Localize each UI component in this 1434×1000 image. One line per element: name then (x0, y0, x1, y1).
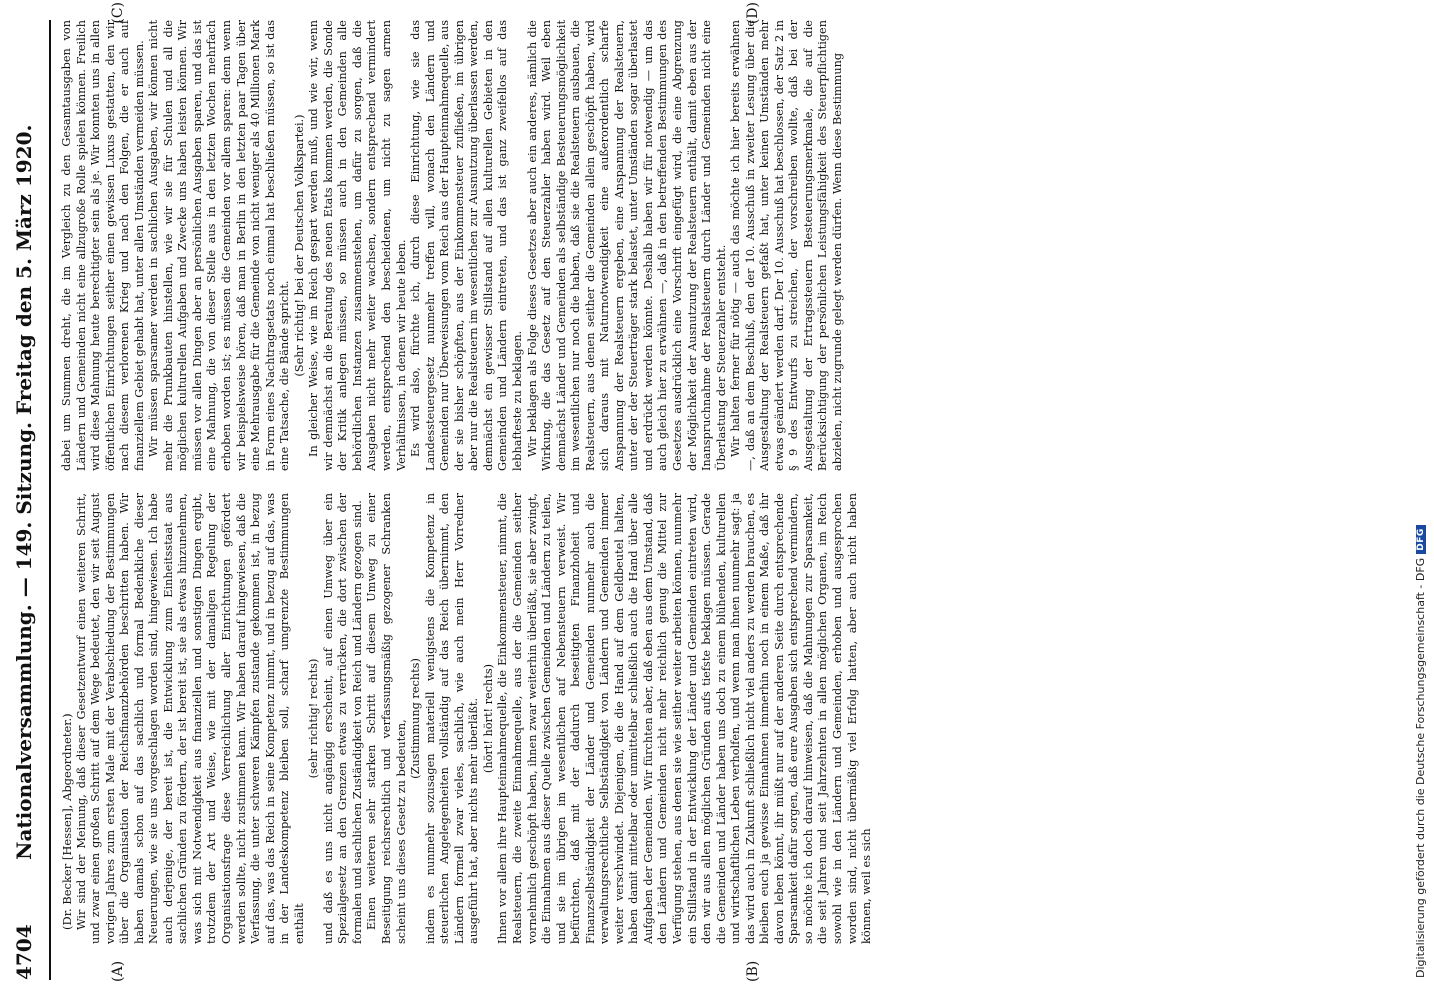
margin-mark-b: (B) (745, 960, 761, 982)
text-columns (60, 20, 1395, 944)
page-title: Nationalversammlung. — 149. Sitzung. Freitag den 5. März 1920. (12, 124, 36, 860)
paragraph: Wir beklagen als Folge dieses Gesetzes aber auch ein anderes, nämlich die Wirkung, die das Gesetz auf den Steuerzahler haben wird. Weil eben demnächst Länder und Gemeinden als selbständige Besteuerungsmöglichkeit im wesentlichen nur noch die haben, daß sie die Realsteuern ausbauen, die Realsteuern, aus denen seither die Gemeinden allein geschöpft haben, wird sich daraus mit Naturnotwendigkeit eine außerordentlich scharfe Anspannung der Realsteuern ergeben, eine Anspannung der Realsteuern, unter der der Steuerträger stark belastet, unter Umständen sogar überlastet und erdrückt werden könnte. Deshalb haben wir für notwendig — um das auch gleich hier zu erwähnen —, daß in den betreffenden Bestimmungen des Gesetzes ausdrücklich eine Vorschrift eingefügt wird, die eine Abgrenzung der Möglichkeit der Ausnutzung der Realsteuern enthält, damit eben aus der Inanspruchnahme der Realsteuern durch Länder und Gemeinden nicht eine Überlastung der Steuerzahler entsteht. (525, 20, 728, 471)
interjection: (sehr richtig! rechts) (307, 658, 321, 779)
paragraph: Wir halten ferner für nötig — auch das möchte ich hier bereits erwähnen —, daß an dem Beschluß, den der 10. Ausschuß in zweiter Lesung über die Ausgestaltung der Realsteuern gefaßt hat, unter keinen Umständen mehr etwas geändert werden darf. Der 10. Ausschuß hat beschlossen, der Satz 2 in § 9 des Entwurfs zu streichen, der vorschreiben wollte, daß bei der Ausgestaltung der Ertragssteuern Besteuerungsmerkmale, die auf die Berücksichtigung der persönlichen Leistungsfähigkeit des Steuerpflichtigen abzielen, nicht zugrunde gelegt werden dürfen. Wenn diese Bestimmung (729, 20, 844, 471)
interjection: (hört! hört! rechts) (481, 663, 495, 774)
margin-mark-a: (A) (110, 960, 126, 982)
credit-text: Digitalisierung gefördert durch die Deutsche Forschungsgemeinschaft - DFG (1414, 557, 1427, 978)
interjection: (Zustimmung rechts) (409, 658, 423, 779)
paragraph: Einen weiteren sehr starken Schritt auf diesem Umweg zu einer Beseitigung reichsrechtlich und verfassungsmäßig gezogener Schranken scheint uns dieses Gesetz zu bedeuten, (365, 493, 408, 944)
margin-mark-c: (C) (110, 2, 126, 24)
margin-mark-d: (D) (745, 2, 761, 25)
paragraph: In gleicher Weise, wie im Reich gespart werden muß, und wie wir, wenn wir demnächst an die Beratung des neuen Etats kommen werden, die Sonde der Kritik anlegen müssen, so müssen auch in den Gemeinden alle behördlichen Instanzen zusammenstehen, um dafür zu sorgen, daß die Ausgaben nicht mehr weiter wachsen, sondern entsprechend vermindert werden, entsprechend den bescheidenen, um nicht zu sagen armen Verhältnissen, in denen wir heute leben. (307, 20, 408, 471)
dfg-logo: DFG (1416, 525, 1426, 554)
paragraph: Ihnen vor allem ihre Haupteinnahmequelle, die Einkommensteuer, nimmt, die Realsteuern, die zweite Einnahmequelle, aus der die Gemeinden seither vornehmlich geschöpft haben, ihnen zwar weiterhin überläßt, sie aber zwingt, die Einnahmen aus dieser Quelle zwischen Gemeinden und Ländern zu teilen, und sie im übrigen im wesentlichen auf Nebensteuern verweist. Wir befürchten, daß mit der dadurch beseitigten Finanzhoheit und Finanzselbständigkeit der Länder und Gemeinden nunmehr auch die verwaltungsrechtliche Selbständigkeit von Ländern und Gemeinden immer weiter verschwindet. Diejenigen, die die Hand auf dem Geldbeutel halten, haben damit mittelbar oder unmittelbar schließlich auch die Hand über alle Aufgaben der Gemeinden. Wir fürchten aber, daß eben aus dem Umstand, daß den Ländern und Gemeinden nicht mehr reichlich genug die Mittel zur Verfügung stehen, aus denen sie wie seither weiter arbeiten können, nunmehr ein Stillstand in der Entwicklung der Länder und Gemeinden eintreten wird, den wir aus allen möglichen Gründen aufs tiefste beklagen müssen. Gerade die Gemeinden und Länder haben uns doch zu einem blühenden, kulturellen und wirtschaftlichen Leben verholfen, und wenn man ihnen nunmehr sagt: ja das wird auch in Zukunft schließlich nicht viel anders zu werden brauchen, es bleiben euch ja gewisse Einnahmen immerhin noch in einem Maße, daß ihr davon leben könnt, ihr müßt nur auf der anderen Seite durch entsprechende Sparsamkeit dafür sorgen, daß eure Ausgaben sich entsprechend vermindern, so möchte ich doch darauf hinweisen, daß die Mahnungen zur Sparsamkeit, die seit Jahren und seit Jahrzehnten in allen möglichen Organen, im Reich sowohl wie in den Ländern und Gemeinden, erhoben und ausgesprochen worden sind, nicht übermäßig viel Erfolg hatten, aber auch nicht haben können, weil es sich (496, 493, 874, 944)
digitization-credit (1410, 8, 1432, 988)
page-number: 4704 (12, 924, 36, 980)
paragraph: Wir sind der Meinung, daß dieser Gesetzentwurf einen weiteren Schritt, und zwar einen großen Schritt auf dem Wege bedeutet, den wir seit August vorigen Jahres zum ersten Male mit der Verabschiedung der Bestimmungen über die Organisation der Reichsfinanzbehörden beschritten haben. Wir haben damals schon auf das sachlich und formal Bedenkliche dieser Neuerungen, wie sie uns vorgeschlagen worden sind, hingewiesen. Ich habe auch derjenige, der bereit ist, die Entwicklung zum Einheitsstaat aus sachlichen Gründen zu fördern, der ist bereit ist, sie als etwas hinzunehmen, was sich mit Notwendigkeit aus finanziellen und sonstigen Dingen ergibt, trotzdem der Art und Weise, wie mit der damaligen Regelung der Organisationsfrage diese Verreichlichung aller Einrichtungen gefördert werden sollte, nicht zustimmen kann. Wir haben darauf hingewiesen, daß die Verfassung, die unter schweren Kämpfen zustande gekommen ist, in bezug auf das, was das Reich in seine Kompetenz nimmt, und in bezug auf das, was in der Landeskompetenz bleiben soll, scharf umgrenzte Bestimmungen enthält (74, 493, 306, 944)
paragraph: Wir müssen sparsamer werden in sachlichen Ausgaben, wir können nicht mehr die Prunkbauten hinstellen, wie wir sie für Schulen und all die möglichen kulturellen Aufgaben und Zwecke uns haben leisten können. Wir müssen vor allen Dingen aber an persönlichen Ausgaben sparen, und das ist eine Mahnung, die von dieser Stelle aus in den letzten Wochen mehrfach erhoben worden ist; es müssen die Gemeinden vor allem sparen: denn wenn wir beispielsweise hören, daß man in Berlin in den letzten paar Tagen über eine Mehrausgabe für die Gemeinde von nicht weniger als 40 Millionen Mark in Form eines Nachtragsetats noch einmal hat beschließen müssen, so ist das eine Tatsache, die Bände spricht. (147, 20, 292, 471)
paragraph: dabei um Summen dreht, die im Vergleich zu den Gesamtausgaben von Ländern und Gemeinden nicht eine allzugroße Rolle spielen können. Freilich wird diese Mahnung heute berechtigter sein als je. Wir konnten uns in allen öffentlichen Einrichtungen seither einen gewissen Luxus gestatten, den wir nach diesem verlorenen Krieg und nach den Folgen, die er auch auf finanziellem Gebiet gehabt hat, unter allen Umständen vermeiden müssen. (60, 20, 146, 471)
left-column (60, 493, 1395, 944)
right-column (60, 20, 1395, 471)
speaker-line: (Dr. Becker [Hessen], Abgeordneter.) (60, 713, 74, 930)
paragraph: Es wird also, fürchte ich, durch diese Einrichtung, wie sie das Landessteuergesetz nunmehr treffen will, wonach den Ländern und Gemeinden nur Überweisungen vom Reich aus der Haupteinnahmequelle, aus der sie bisher schöpften, aus der Einkommensteuer zufließen, im übrigen aber nur die Realsteuern im wesentlichen zur Ausnutzung überlassen werden, demnächst ein gewisser Stillstand auf allen kulturellen Gebieten in den Gemeinden und Ländern eintreten, und das ist ganz zweifellos auf das lebhafteste zu beklagen. (409, 20, 524, 471)
interjection: (Sehr richtig! bei der Deutschen Volkspartei.) (292, 114, 306, 377)
paragraph: indem es nunmehr sozusagen materiell wenigstens die Kompetenz in steuerlichen Angelegenheiten vollständig auf das Reich übernimmt, den Ländern formell zwar vieles, sachlich, wie auch mein Herr Vorredner ausgeführt hat, aber nichts mehr überläßt. (423, 493, 481, 944)
page-header (12, 20, 51, 980)
paragraph: und daß es uns nicht angängig erscheint, auf einen Umweg über ein Spezialgesetz an den Grenzen etwas zu verrücken, die dort zwischen der formalen und sachlichen Zuständigkeit von Reich und Ländern gezogen sind. (321, 493, 364, 944)
